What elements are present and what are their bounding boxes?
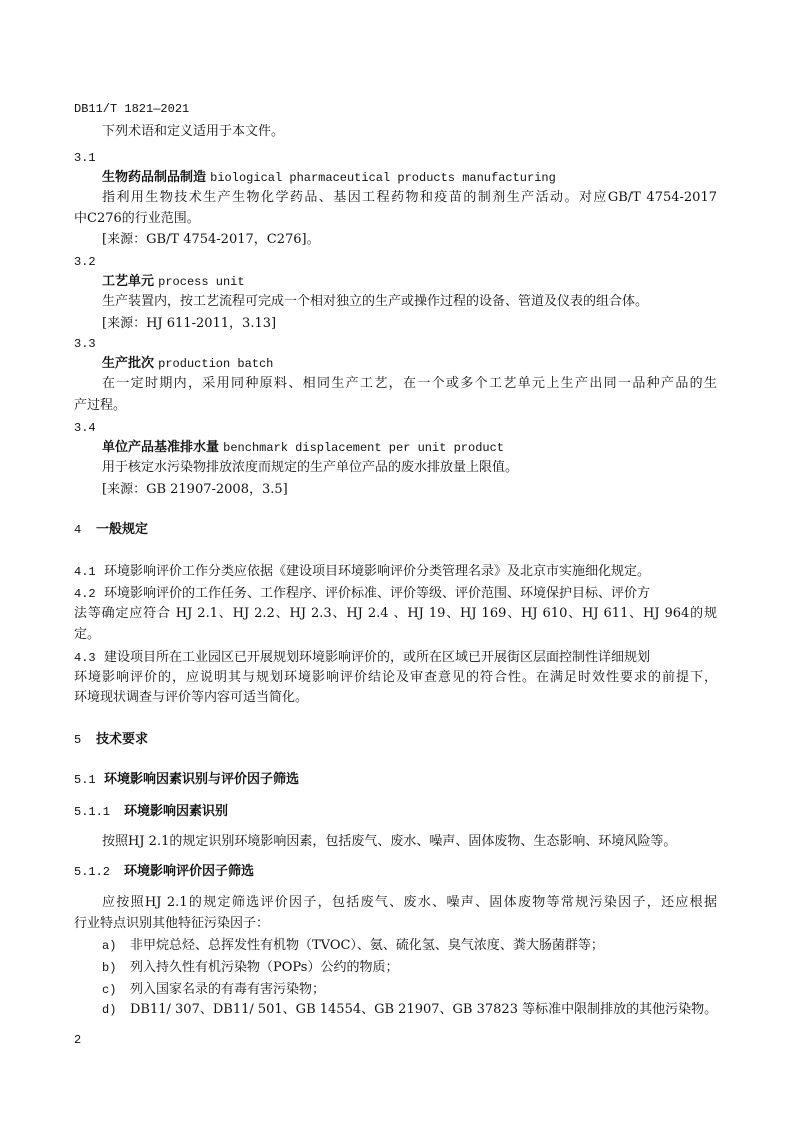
term-number: 3.4 [74, 421, 96, 435]
term-definition: 指利用生物技术生产生物化学药品、基因工程药物和疫苗的制剂生产活动。对应GB/T 4754-2017 [102, 190, 717, 205]
term-zh: 单位产品基准排水量 [102, 440, 220, 455]
doc-header: DB11/T 1821—2021 [74, 102, 190, 116]
term-heading [102, 440, 504, 456]
term-number: 3.1 [74, 151, 96, 165]
term-en: process unit [158, 275, 245, 289]
term-heading [102, 170, 556, 186]
term-number: 3.3 [74, 337, 96, 351]
term-en: benchmark displacement per unit product [223, 441, 505, 455]
term-number: 3.2 [74, 255, 96, 269]
term-en: biological pharmaceutical products manufacturing [210, 171, 556, 185]
section-5-1-2-heading: 5.1.2 环境影响评价因子筛选 [74, 864, 255, 879]
clause-4-2-cont: 定。 [74, 627, 101, 642]
clause-4-1: 4.1 环境影响评价工作分类应依据《建设项目环境影响评价分类管理名录》及北京市实施细化规定。 [74, 564, 651, 579]
term-en: production batch [158, 357, 274, 371]
term-zh: 生产批次 [102, 356, 155, 371]
term-definition: 用于核定水污染物排放浓度而规定的生产单位产品的废水排放量上限值。 [102, 460, 519, 475]
section-5-heading: 5 技术要求 [74, 732, 149, 747]
list-item: c) 列入国家名录的有毒有害污染物； [102, 982, 326, 997]
clause-5-1-1-text: 按照HJ 2.1的规定识别环境影响因素，包括废气、废水、噪声、固体废物、生态影响、环境风险等。 [102, 834, 677, 849]
term-definition-cont: 产过程。 [74, 398, 127, 413]
term-source: [来源：HJ 611-2011，3.13] [102, 316, 277, 331]
term-source: [来源：GB/T 4754-2017，C276]。 [102, 232, 320, 247]
term-source: [来源：GB 21907-2008，3.5] [102, 482, 288, 497]
term-heading [102, 356, 273, 372]
list-item: a) 非甲烷总烃、总挥发性有机物（TVOC）、氨、硫化氢、臭气浓度、粪大肠菌群等； [102, 938, 604, 953]
section-5-1-heading: 5.1 环境影响因素识别与评价因子筛选 [74, 772, 300, 787]
term-zh: 工艺单元 [102, 274, 155, 289]
list-item: b) 列入持久性有机污染物（POPs）公约的物质； [102, 960, 399, 975]
section-5-1-1-heading: 5.1.1 环境影响因素识别 [74, 804, 229, 819]
term-definition-cont: 中C276的行业范围。 [74, 211, 200, 226]
clause-5-1-2-text: 应按照HJ 2.1的规定筛选评价因子，包括废气、废水、噪声、固体废物等常规污染因子，还应根据 [102, 895, 717, 910]
term-heading [102, 274, 245, 290]
list-item: d) DB11/ 307、DB11/ 501、GB 14554、GB 21907、GB 37823 等标准中限制排放的其他污染物。 [102, 1002, 718, 1017]
clause-4-2-cont: 法等确定应符合 HJ 2.1、HJ 2.2、HJ 2.3、HJ 2.4 、HJ 19、HJ 169、HJ 610、HJ 611、HJ 964的规 [74, 606, 717, 621]
intro-text: 下列术语和定义适用于本文件。 [102, 124, 285, 139]
term-zh: 生物药品制品制造 [102, 170, 207, 185]
term-definition: 生产装置内，按工艺流程可完成一个相对独立的生产或操作过程的设备、管道及仪表的组合体。 [102, 294, 649, 309]
page-number: 2 [74, 1033, 82, 1047]
clause-5-1-2-cont: 行业特点识别其他特征污染因子： [74, 916, 270, 931]
clause-4-3-cont: 环境影响评价的，应说明其与规划环境影响评价结论及审查意见的符合性。在满足时效性要求的前提下， [74, 670, 717, 685]
section-4-heading: 4 一般规定 [74, 522, 149, 537]
clause-4-3: 4.3 建设项目所在工业园区已开展规划环境影响评价的，或所在区域已开展街区层面控制性详细规划 [74, 650, 651, 665]
clause-4-2: 4.2 环境影响评价的工作任务、工作程序、评价标准、评价等级、评价范围、环境保护目标、评价方 [74, 586, 651, 601]
term-definition: 在一定时期内，采用同种原料、相同生产工艺，在一个或多个工艺单元上生产出同一品种产品的生 [102, 376, 717, 391]
clause-4-3-cont: 环境现状调查与评价等内容可适当简化。 [74, 690, 309, 705]
